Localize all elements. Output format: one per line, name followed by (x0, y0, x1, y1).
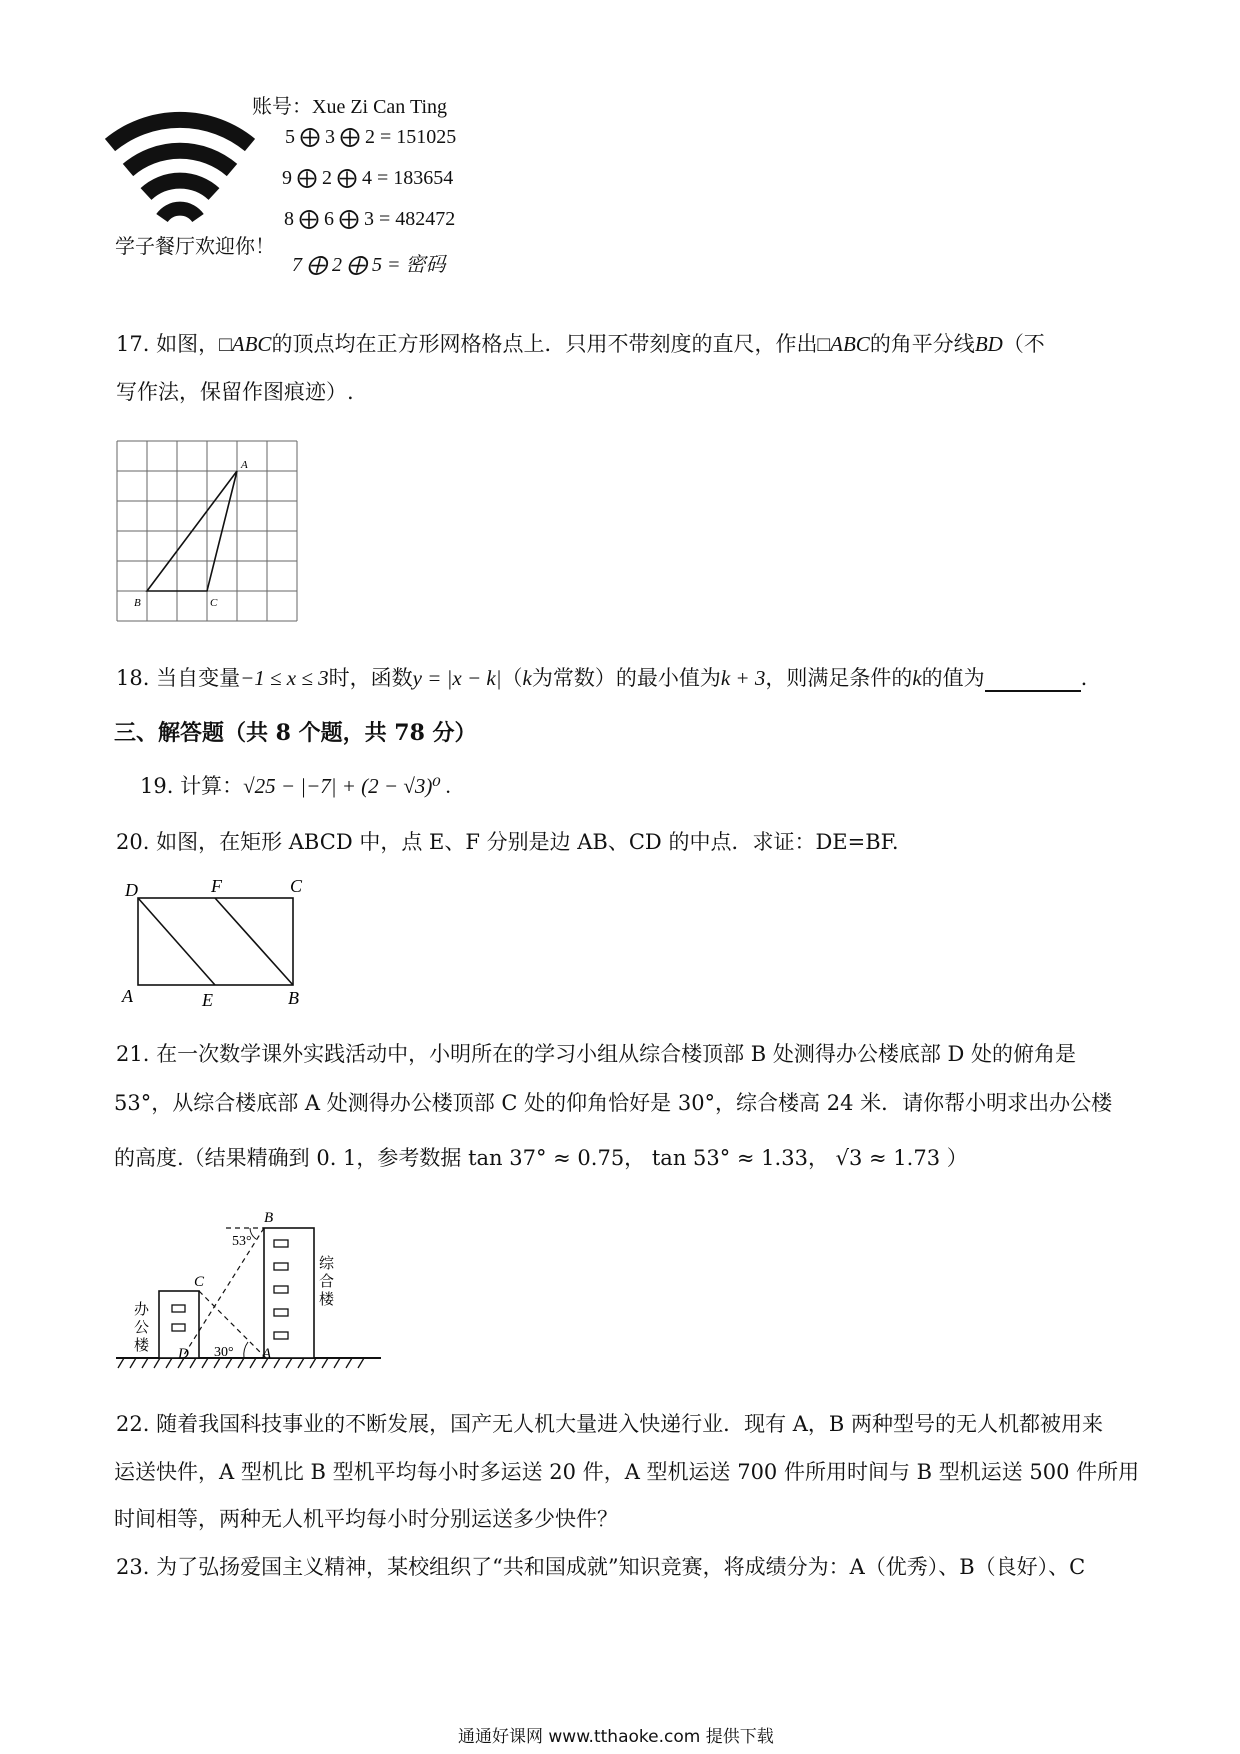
q21-label-d: D (178, 1346, 189, 1362)
q22-line1: 22. 随着我国科技事业的不断发展，国产无人机大量进入快递行业．现有 A，B 两种型号的无人机都被用来 (116, 1412, 1104, 1436)
q20-rectangle-figure (118, 874, 318, 1014)
q21-label-a: A (262, 1346, 272, 1362)
q17-label-b: B (134, 597, 141, 609)
q20-line: 20. 如图，在矩形 ABCD 中，点 E、F 分别是边 AB、CD 的中点．求证：DE=BF. (116, 830, 899, 854)
q22-line2: 运送快件，A 型机比 B 型机平均每小时多运送 20 件，A 型机运送 700 件所用时间与 B 型机运送 500 件所用 (114, 1460, 1140, 1484)
q17-label-a: A (241, 459, 248, 471)
q21-line2: 53°，从综合楼底部 A 处测得办公楼顶部 C 处的仰角恰好是 30°，综合楼高 24 米．请你帮小明求出办公楼 (114, 1091, 1113, 1115)
q17-label-c: C (210, 597, 218, 609)
page-footer: 通通好课网 www.tthaoke.com 提供下载 (458, 1727, 774, 1747)
q21-line3: 的高度.（结果精确到 0. 1，参考数据 tan 37° ≈ 0.75， tan 53° ≈ 1.33， √3 ≈ 1.73 ） (114, 1146, 968, 1170)
q21-office-label-1: 办 (134, 1302, 150, 1318)
wifi-welcome: 学子餐厅欢迎你！ (115, 234, 275, 258)
q21-line1: 21. 在一次数学课外实践活动中，小明所在的学习小组从综合楼顶部 B 处测得办公楼底部 D 处的俯角是 (116, 1042, 1077, 1066)
q17-grid-figure (114, 438, 304, 628)
q21-office-label-3: 楼 (134, 1338, 150, 1354)
q20-label-d: D (125, 880, 138, 900)
q19-line: 19. 计算：√25 − |−7| + (2 − √3)⁰ . (140, 774, 452, 798)
section-3-heading: 三、解答题（共 8 个题，共 78 分） (114, 720, 477, 746)
q21-complex-label-2: 合 (319, 1274, 335, 1290)
q21-angle-30: 30° (214, 1345, 234, 1360)
q20-label-f: F (211, 876, 222, 896)
q21-label-b: B (264, 1210, 274, 1226)
q21-label-c: C (194, 1274, 205, 1290)
q20-label-c: C (290, 876, 303, 896)
q17-line2: 写作法，保留作图痕迹）. (116, 380, 354, 404)
q21-complex-label-3: 楼 (319, 1292, 335, 1308)
q18-line: 18. 当自变量−1 ≤ x ≤ 3时，函数y = |x − k|（k为常数）的最小值为k + 3，则满足条件的k的值为 . (116, 666, 1088, 690)
q23-line1: 23. 为了弘扬爱国主义精神，某校组织了“共和国成就”知识竞赛，将成绩分为：A（优秀）、B（良好）、C (116, 1555, 1086, 1579)
wifi-icon (100, 90, 260, 250)
q20-label-e: E (202, 990, 213, 1010)
wifi-figure (100, 90, 520, 310)
q21-office-label-2: 公 (134, 1320, 150, 1336)
q21-buildings-figure (116, 1208, 386, 1378)
wifi-line: 8 ⨁ 6 ⨁ 3 = 482472 (284, 208, 456, 230)
wifi-account: 账号：Xue Zi Can Ting (252, 96, 448, 118)
q17-line1: 17. 如图，□ABC的顶点均在正方形网格格点上．只用不带刻度的直尺，作出□ABC的角平分线BD（不 (116, 332, 1045, 356)
wifi-line: 7 ⨁ 2 ⨁ 5 = 密码 (292, 254, 446, 276)
wifi-line: 9 ⨁ 2 ⨁ 4 = 183654 (282, 167, 454, 189)
wifi-line: 5 ⨁ 3 ⨁ 2 = 151025 (285, 126, 457, 148)
q21-angle-53: 53° (232, 1234, 252, 1249)
q20-label-a: A (122, 986, 133, 1006)
q21-complex-label-1: 综 (319, 1256, 335, 1272)
q22-line3: 时间相等，两种无人机平均每小时分别运送多少快件？ (114, 1507, 618, 1531)
q18-answer-blank[interactable] (985, 668, 1081, 692)
q20-label-b: B (288, 988, 299, 1008)
